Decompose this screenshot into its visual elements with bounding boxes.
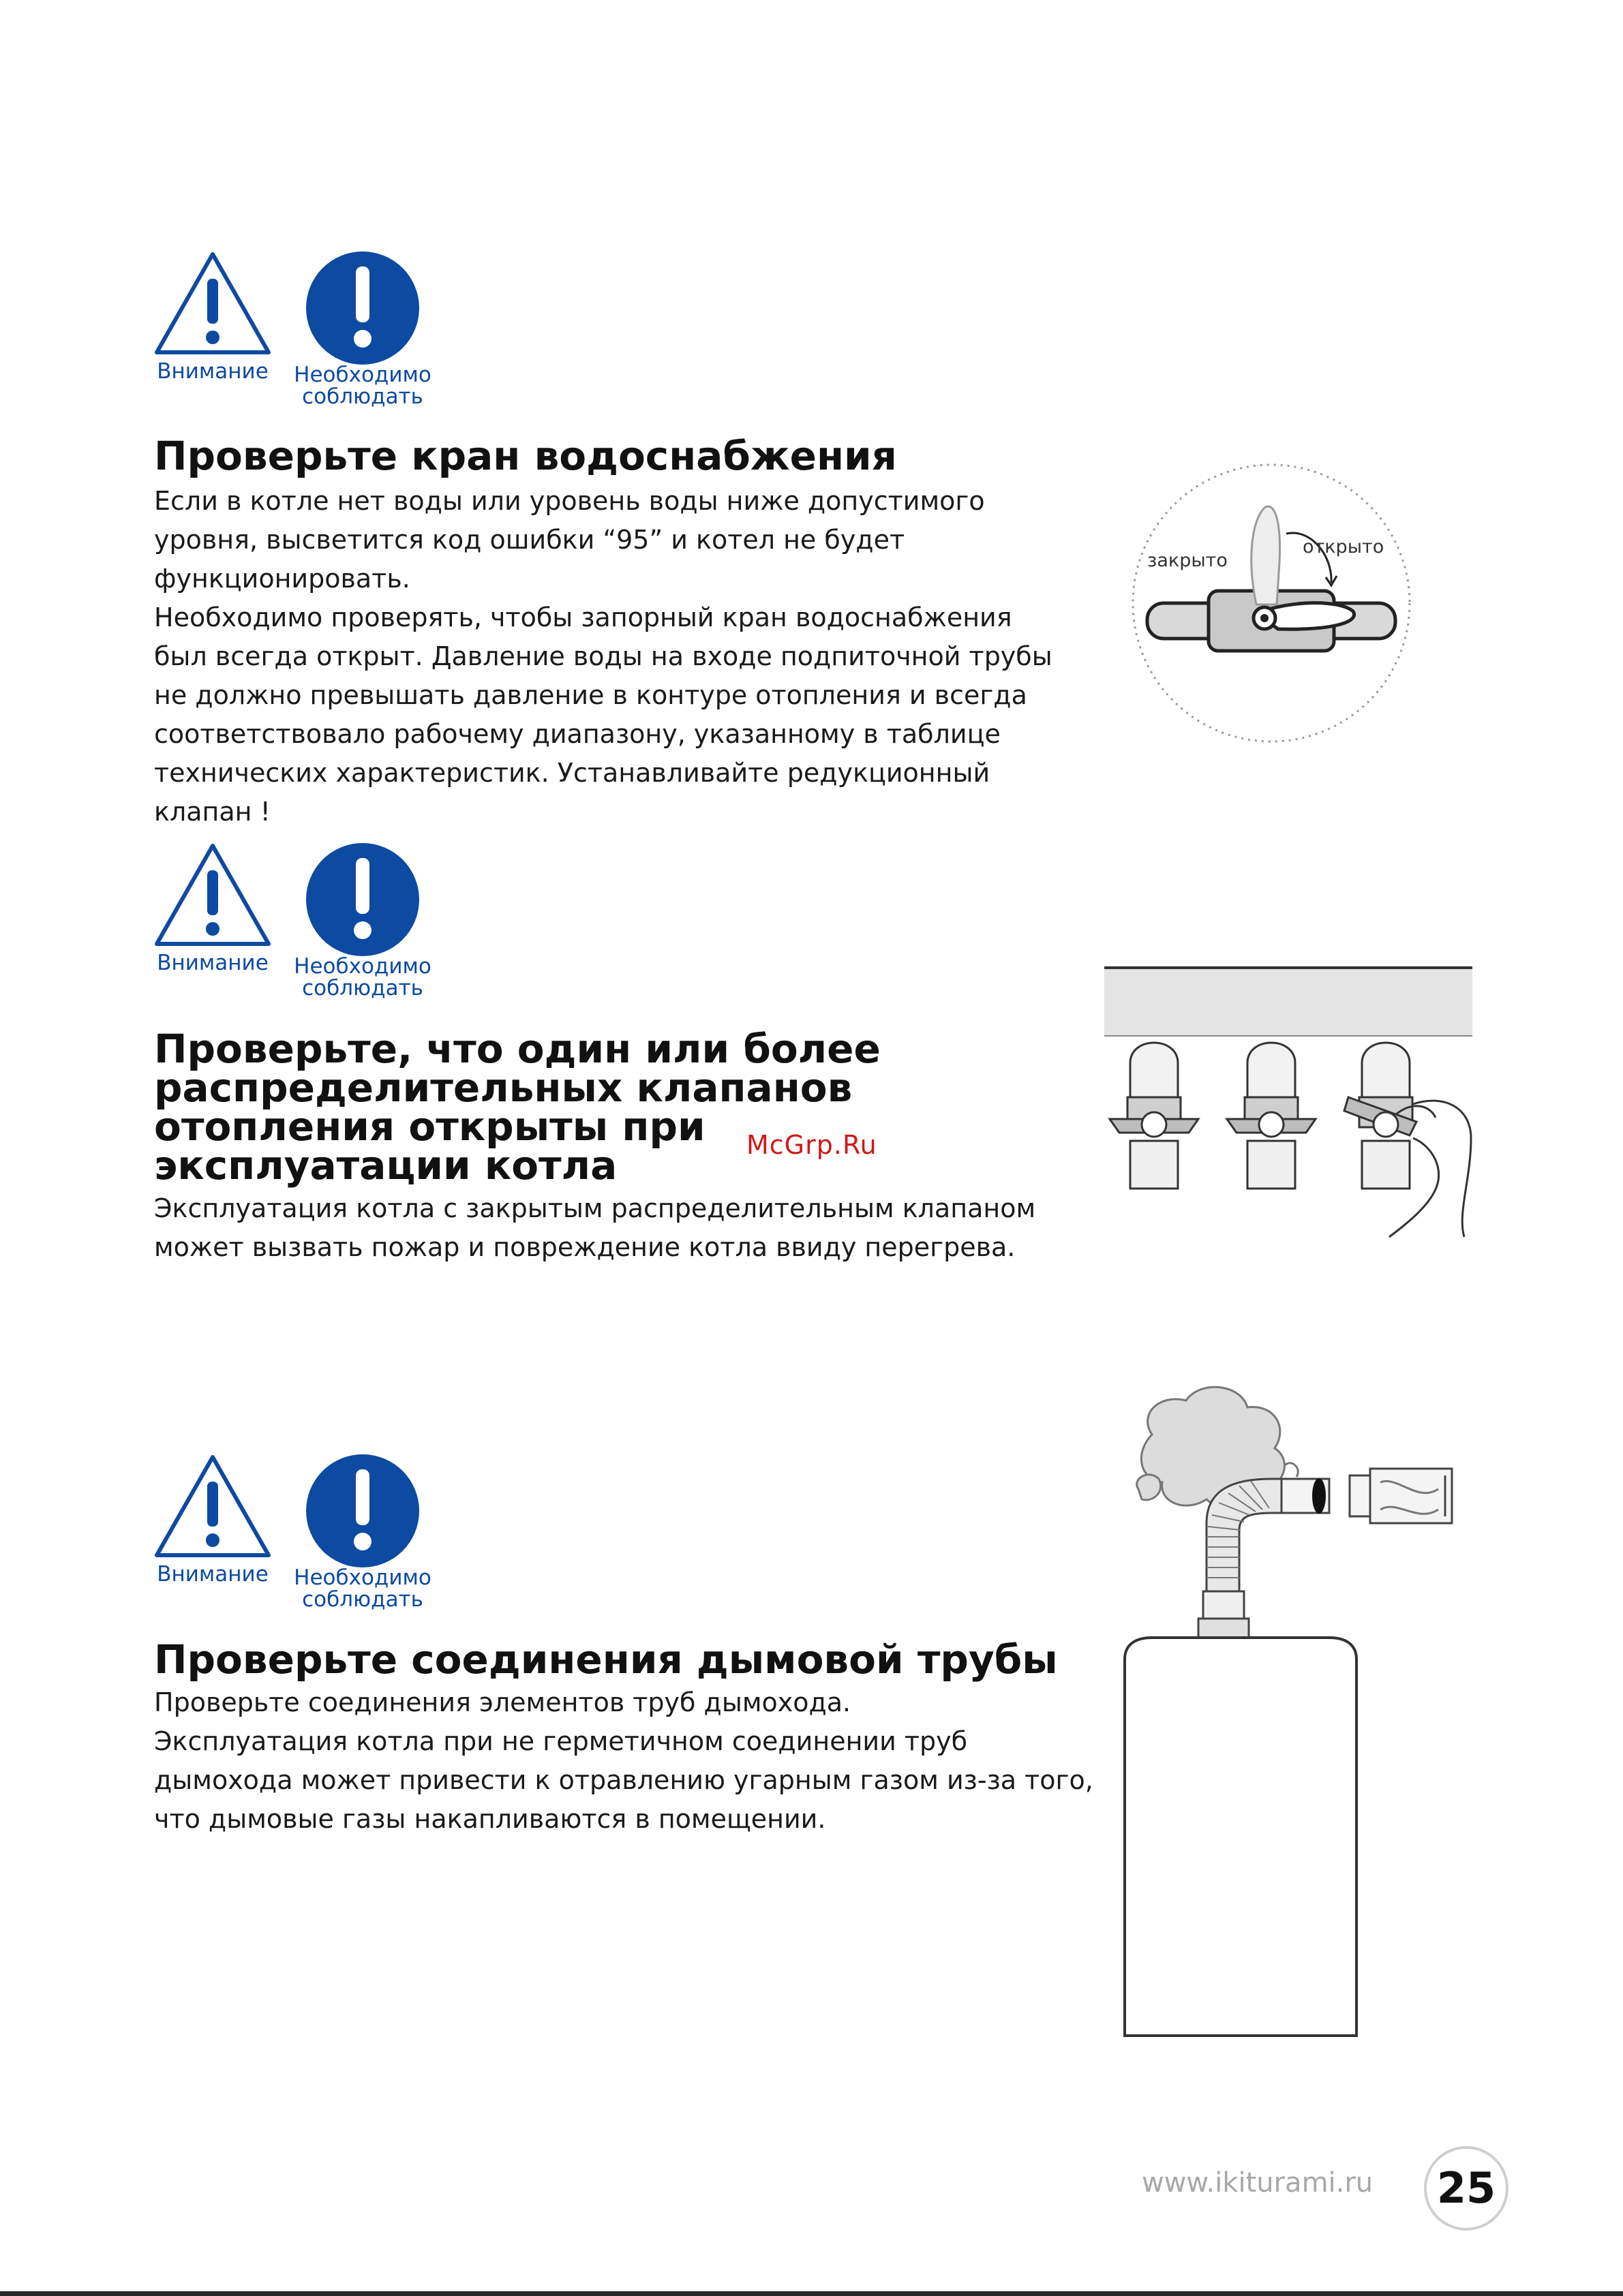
section-2-title-line-4: эксплуатации котла xyxy=(154,1142,618,1189)
warning-label: Внимание xyxy=(157,951,269,975)
manifold-valves-illustration xyxy=(1103,961,1474,1240)
warning-icon xyxy=(151,1452,274,1561)
watermark: McGrp.Ru xyxy=(746,1130,877,1160)
mandatory-label-1: Необходимо xyxy=(294,1565,431,1590)
warning-icon xyxy=(151,249,274,358)
water-valve-illustration xyxy=(1128,460,1414,746)
section-2-title-line-2: распределительных клапанов xyxy=(154,1065,853,1111)
water-valve-figure xyxy=(1128,460,1414,746)
icon-group-2 xyxy=(151,840,438,1011)
mandatory-label-2: соблюдать xyxy=(302,976,423,1000)
section-3-title: Проверьте соединения дымовой трубы xyxy=(154,1636,1058,1683)
warning-label: Внимание xyxy=(157,359,269,384)
mandatory-label-2: соблюдать xyxy=(302,384,423,409)
icon-group-1 xyxy=(151,249,438,419)
exclamation-circle-icon xyxy=(305,250,421,366)
mandatory-label-2: соблюдать xyxy=(302,1587,423,1612)
bottom-edge-line xyxy=(0,2291,1623,2296)
valve-closed-label: закрыто xyxy=(1147,550,1228,571)
warning-label: Внимание xyxy=(157,1562,269,1587)
section-2-title-line-1: Проверьте, что один или более xyxy=(154,1026,881,1072)
warning-icon xyxy=(151,840,274,949)
section-3-body: Проверьте соединения элементов труб дымохода. Эксплуатация котла при не герметичном соединении труб дымохода может привести к отравлению угарным газом из-за того, что дымовые газы накапливаются в помещении. xyxy=(154,1687,1093,1834)
mandatory-label-1: Необходимо xyxy=(294,954,431,979)
section-1-body: Если в котле нет воды или уровень воды ниже допустимого уровня, высветится код ошибки “95” и котел не будет функционировать. Необходимо проверять, чтобы запорный кран водоснабжения был всегда открыт. Давление воды на входе подпиточной трубы не должно превышать давление в контуре отопления и всегда соответствовало рабочему диапазону, указанному в таблице технических характеристик. Устанавливайте редукционный клапан ! xyxy=(154,486,1052,827)
exclamation-circle-icon xyxy=(305,1453,421,1569)
section-2-title-line-3: отопления открыты при xyxy=(154,1103,706,1150)
exclamation-circle-icon xyxy=(305,842,421,958)
section-1-title: Проверьте кран водоснабжения xyxy=(154,433,897,479)
section-2-body: Эксплуатация котла с закрытым распределительным клапаном может вызвать пожар и повреждение котла ввиду перегрева. xyxy=(154,1193,1036,1262)
boiler-flue-illustration xyxy=(1111,1366,1466,2048)
page-number-badge xyxy=(1423,2145,1509,2231)
icon-group-3 xyxy=(151,1452,438,1622)
valve-open-label: открыто xyxy=(1303,536,1384,557)
footer-url[interactable]: www.ikiturami.ru xyxy=(1142,2167,1374,2199)
page-number: 25 xyxy=(1436,2163,1496,2213)
mandatory-label-1: Необходимо xyxy=(294,363,431,387)
